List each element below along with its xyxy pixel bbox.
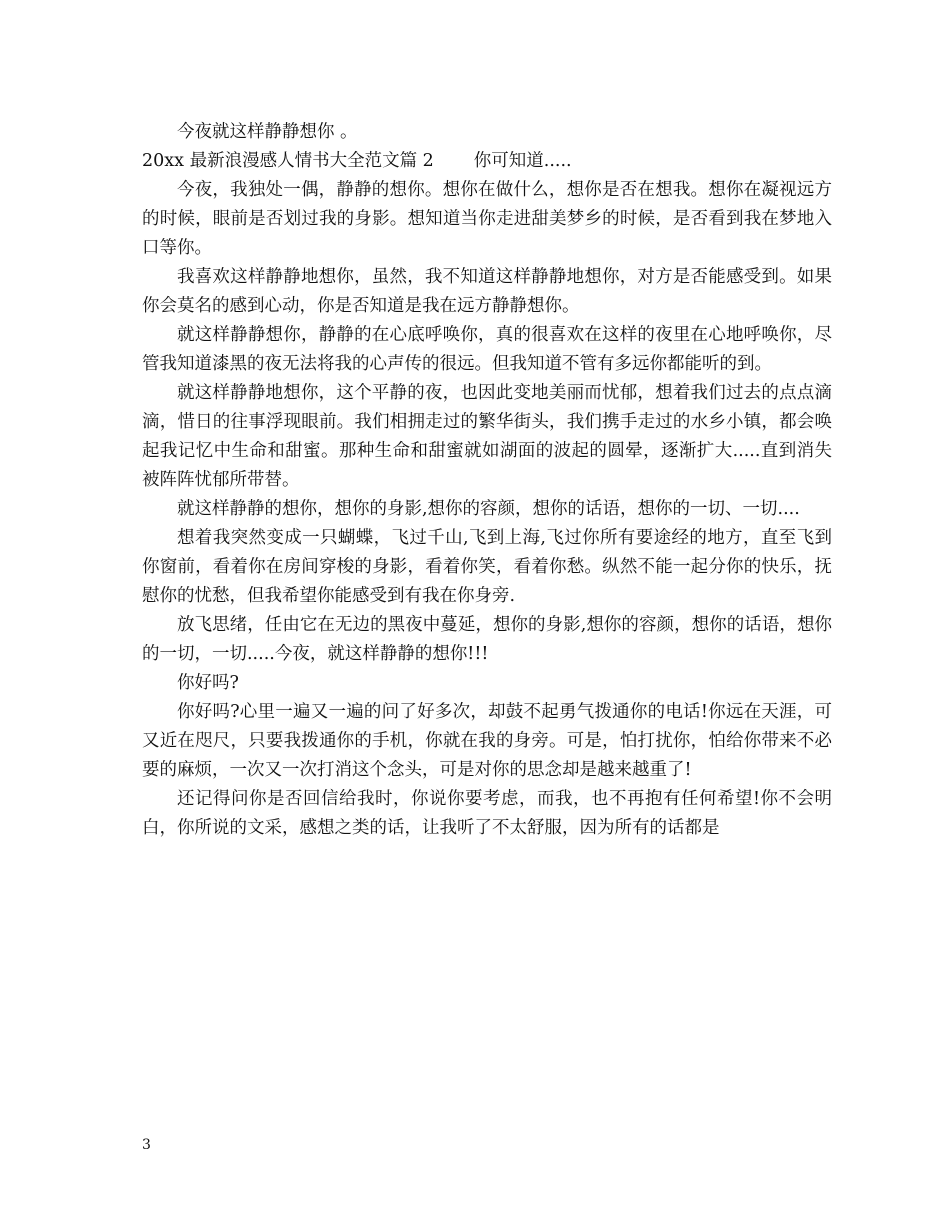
paragraph: 想着我突然变成一只蝴蝶，飞过千山,飞到上海,飞过你所有要途经的地方，直至飞到你窗前，看着你在房间穿梭的身影，看着你笑，看着你愁。纵然不能一起分你的快乐，抚慰你的忧愁，但我希望你能感受到有我在你身旁. [142,528,832,606]
document-body [142,118,832,843]
paragraph: 你好吗? [177,673,239,693]
paragraph: 今夜就这样静静想你 。 [177,122,358,142]
paragraph: 今夜，我独处一偶，静静的想你。想你在做什么，想你是否在想我。想你在凝视远方的时候，眼前是否划过我的身影。想知道当你走进甜美梦乡的时候，是否看到我在梦地入口等你。 [142,180,832,258]
section-heading [142,147,832,176]
paragraph: 还记得问你是否回信给我时，你说你要考虑，而我，也不再抱有任何希望!你不会明白，你所说的文采，感想之类的话，让我听了不太舒服，因为所有的话都是 [142,789,832,838]
paragraph: 你好吗?心里一遍又一遍的问了好多次，却鼓不起勇气拨通你的电话!你远在天涯，可又近在咫尺，只要我拨通你的手机，你就在我的身旁。可是，怕打扰你，怕给你带来不必要的麻烦，一次又一次打消这个念头，可是对你的思念却是越来越重了! [142,702,832,780]
paragraph: 放飞思绪，任由它在无边的黑夜中蔓延，想你的身影,想你的容颜，想你的话语，想你的一切，一切.....今夜，就这样静静的想你!!! [142,615,832,664]
paragraph: 就这样静静的想你，想你的身影,想你的容颜，想你的话语，想你的一切、一切.... [177,499,800,519]
heading-subtitle: 你可知道..... [473,151,572,171]
paragraph: 就这样静静地想你，这个平静的夜，也因此变地美丽而忧郁，想着我们过去的点点滴滴，惜日的往事浮现眼前。我们相拥走过的繁华街头，我们携手走过的水乡小镇，都会唤起我记忆中生命和甜蜜。那种生命和甜蜜就如湖面的波起的圆晕，逐渐扩大.....直到消失被阵阵忧郁所带替。 [142,383,832,490]
paragraph: 我喜欢这样静静地想你，虽然，我不知道这样静静地想你，对方是否能感受到。如果你会莫名的感到心动，你是否知道是我在远方静静想你。 [142,267,832,316]
page-number: 3 [142,1137,151,1153]
paragraph: 就这样静静想你，静静的在心底呼唤你，真的很喜欢在这样的夜里在心地呼唤你，尽管我知道漆黑的夜无法将我的心声传的很远。但我知道不管有多远你都能听的到。 [142,325,832,374]
heading-title: 20xx 最新浪漫感人情书大全范文篇 2 [142,151,434,171]
